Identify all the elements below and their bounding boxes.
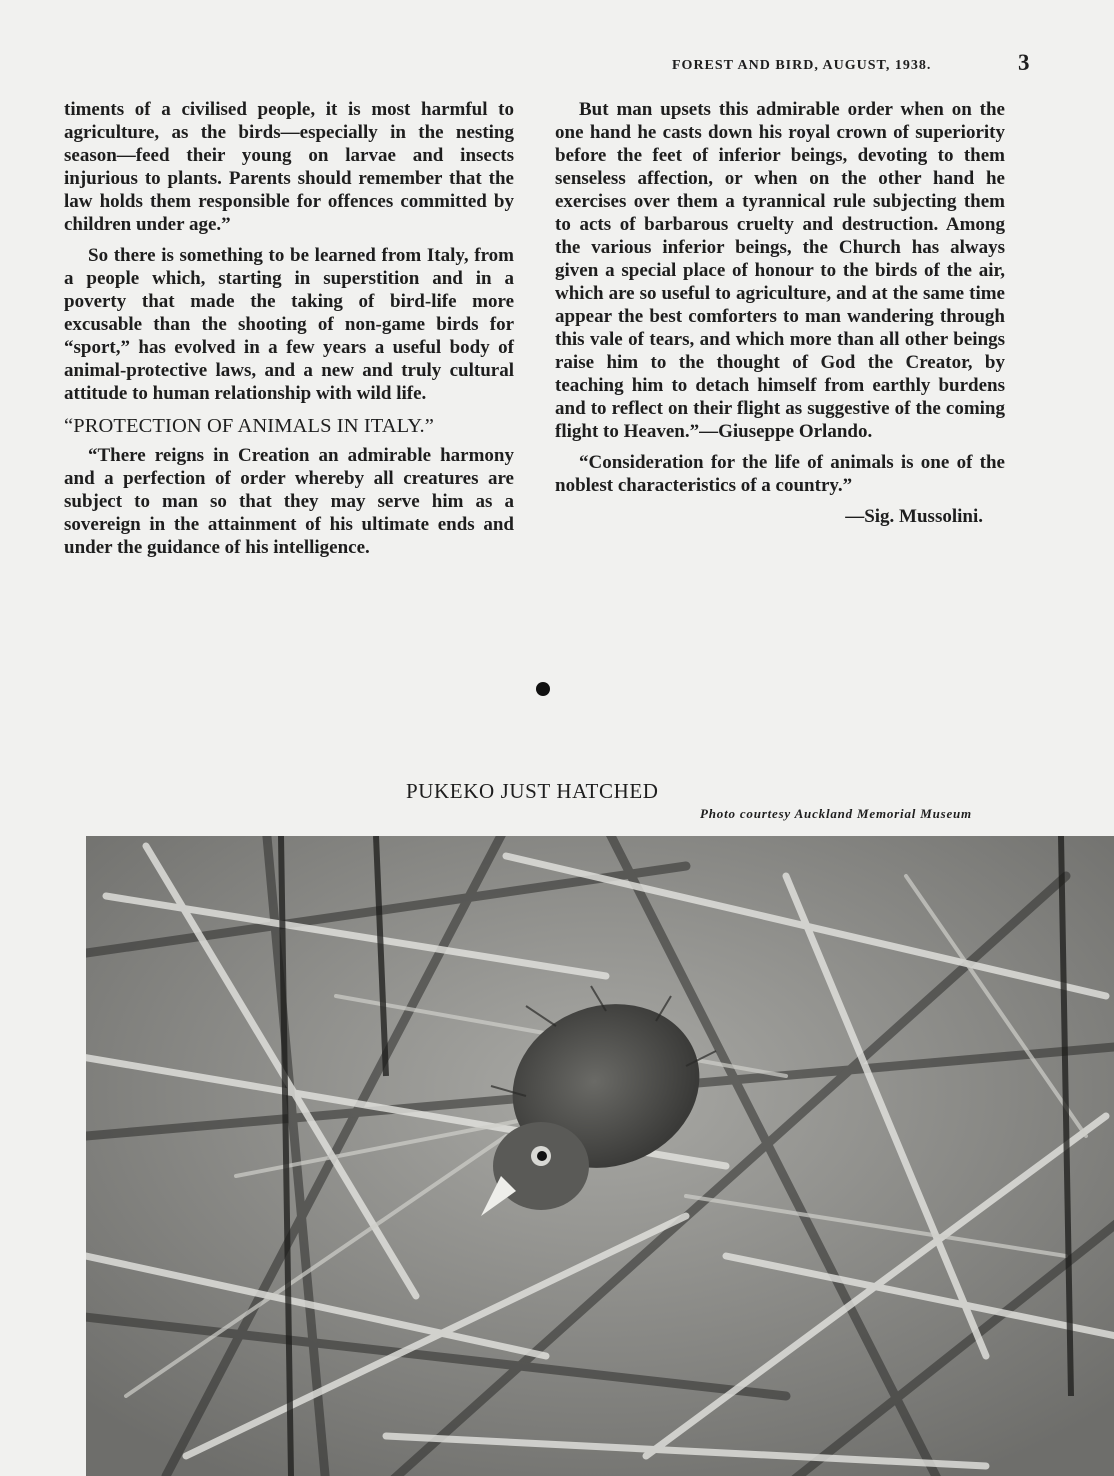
left-paragraph-3: “There reigns in Creation an admirable harmony and a perfection of order whereby all creatures are subject to man so that they may serve him as a sovereign in the attainment of his ultimate ends and under the guidance of his intelligence. (64, 445, 514, 558)
running-head: FOREST AND BIRD, AUGUST, 1938. (672, 58, 932, 73)
pukeko-chick-photo (86, 836, 1114, 1476)
right-paragraph-2: “Consideration for the life of animals is one of the noblest characteristics of a country.” (555, 452, 1005, 496)
left-paragraph-2: So there is something to be learned from Italy, from a people which, starting in superstition and in a poverty that made the taking of bird-life more excusable than the shooting of non-game birds for “sport,” has evolved in a few years a useful body of animal-protective laws, and a new and truly cultural attitude to human relationship with wild life. (64, 245, 514, 404)
attribution: —Sig. Mussolini. (845, 506, 983, 527)
right-paragraph-1: But man upsets this admirable order when on the one hand he casts down his royal crown of superiority before the feet of inferior beings, devoting to them senseless affection, or when on the other hand he exercises over them a tyrannical rule subjecting them to acts of barbarous cruelty and destruction. Among the various inferior beings, the Church has always given a special place of honour to the birds of the air, which are so useful to agriculture, and at the same time appear the best comforters to man wandering through this vale of tears, and which more than all other beings raise him to the thought of God the Creator, by teaching him to detach himself from earthly burdens and to reflect on their flight as suggestive of the coming flight to Heaven.”—Giuseppe Orlando. (555, 99, 1005, 442)
left-column (64, 98, 514, 567)
section-divider-dot (536, 682, 550, 696)
photo-title: PUKEKO JUST HATCHED (406, 779, 659, 803)
photo-credit: Photo courtesy Auckland Memorial Museum (700, 806, 972, 821)
left-paragraph-1: timents of a civilised people, it is most harmful to agriculture, as the birds—especially in the nesting season—feed their young on larvae and insects injurious to plants. Parents should remember that the law holds them responsible for offences committed by children under age.” (64, 99, 514, 235)
section-heading: “PROTECTION OF ANIMALS IN ITALY.” (64, 415, 434, 437)
right-column (555, 98, 1005, 536)
page-number: 3 (1018, 50, 1030, 75)
